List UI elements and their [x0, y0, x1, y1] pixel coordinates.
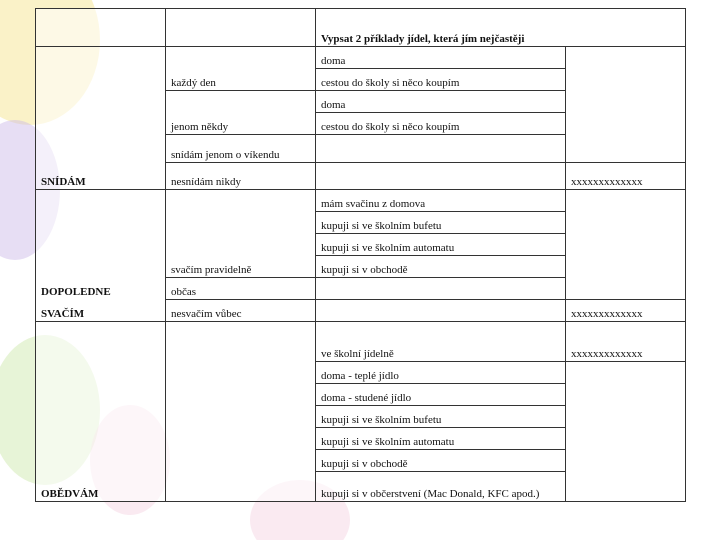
option-cell: kupuji si ve školním bufetu	[316, 406, 566, 428]
freq-sometimes-snack: občas	[166, 278, 316, 300]
freq-weekend-only: snídám jenom o víkendu	[166, 135, 316, 163]
corner-cell	[36, 9, 166, 47]
option-cell: doma - teplé jídlo	[316, 362, 566, 384]
option-cell: ve školní jídelně	[316, 322, 566, 362]
meal-snack-line2: SVAČÍM	[41, 308, 85, 320]
meal-snack	[36, 190, 166, 322]
freq-regular: svačím pravidelně	[166, 190, 316, 278]
empty-header-cell	[166, 9, 316, 47]
option-cell	[316, 163, 566, 190]
mark-cell	[566, 362, 686, 502]
mark-lunch: xxxxxxxxxxxxx	[566, 322, 686, 362]
freq-cell	[166, 322, 316, 502]
freq-every-day: každý den	[166, 47, 316, 91]
mark-cell	[566, 190, 686, 300]
mark-never-breakfast: xxxxxxxxxxxxx	[566, 163, 686, 190]
meal-lunch: OBĚDVÁM	[36, 322, 166, 502]
mark-never-snack: xxxxxxxxxxxxx	[566, 300, 686, 322]
mark-cell	[566, 47, 686, 163]
option-cell: doma - studené jídlo	[316, 384, 566, 406]
option-cell: doma	[316, 47, 566, 69]
option-cell: cestou do školy si něco koupím	[316, 113, 566, 135]
freq-sometimes: jenom někdy	[166, 91, 316, 135]
meal-breakfast: SNÍDÁM	[36, 47, 166, 190]
option-cell: kupuji si v obchodě	[316, 450, 566, 472]
option-cell: mám svačinu z domova	[316, 190, 566, 212]
option-cell: kupuji si ve školním bufetu	[316, 212, 566, 234]
option-cell: cestou do školy si něco koupím	[316, 69, 566, 91]
option-cell	[316, 278, 566, 300]
meal-snack-line1: DOPOLEDNE	[41, 286, 111, 298]
option-cell: kupuji si ve školním automatu	[316, 234, 566, 256]
freq-never: nesnídám nikdy	[166, 163, 316, 190]
table-header: Vypsat 2 příklady jídel, která jím nejčastěji	[316, 9, 686, 47]
option-cell: kupuji si v obchodě	[316, 256, 566, 278]
option-cell: kupuji si v občerstvení (Mac Donald, KFC apod.)	[316, 472, 566, 502]
option-cell	[316, 135, 566, 163]
food-survey-table	[35, 8, 686, 502]
option-cell: doma	[316, 91, 566, 113]
option-cell: kupuji si ve školním automatu	[316, 428, 566, 450]
freq-never-snack: nesvačím vůbec	[166, 300, 316, 322]
option-cell	[316, 300, 566, 322]
